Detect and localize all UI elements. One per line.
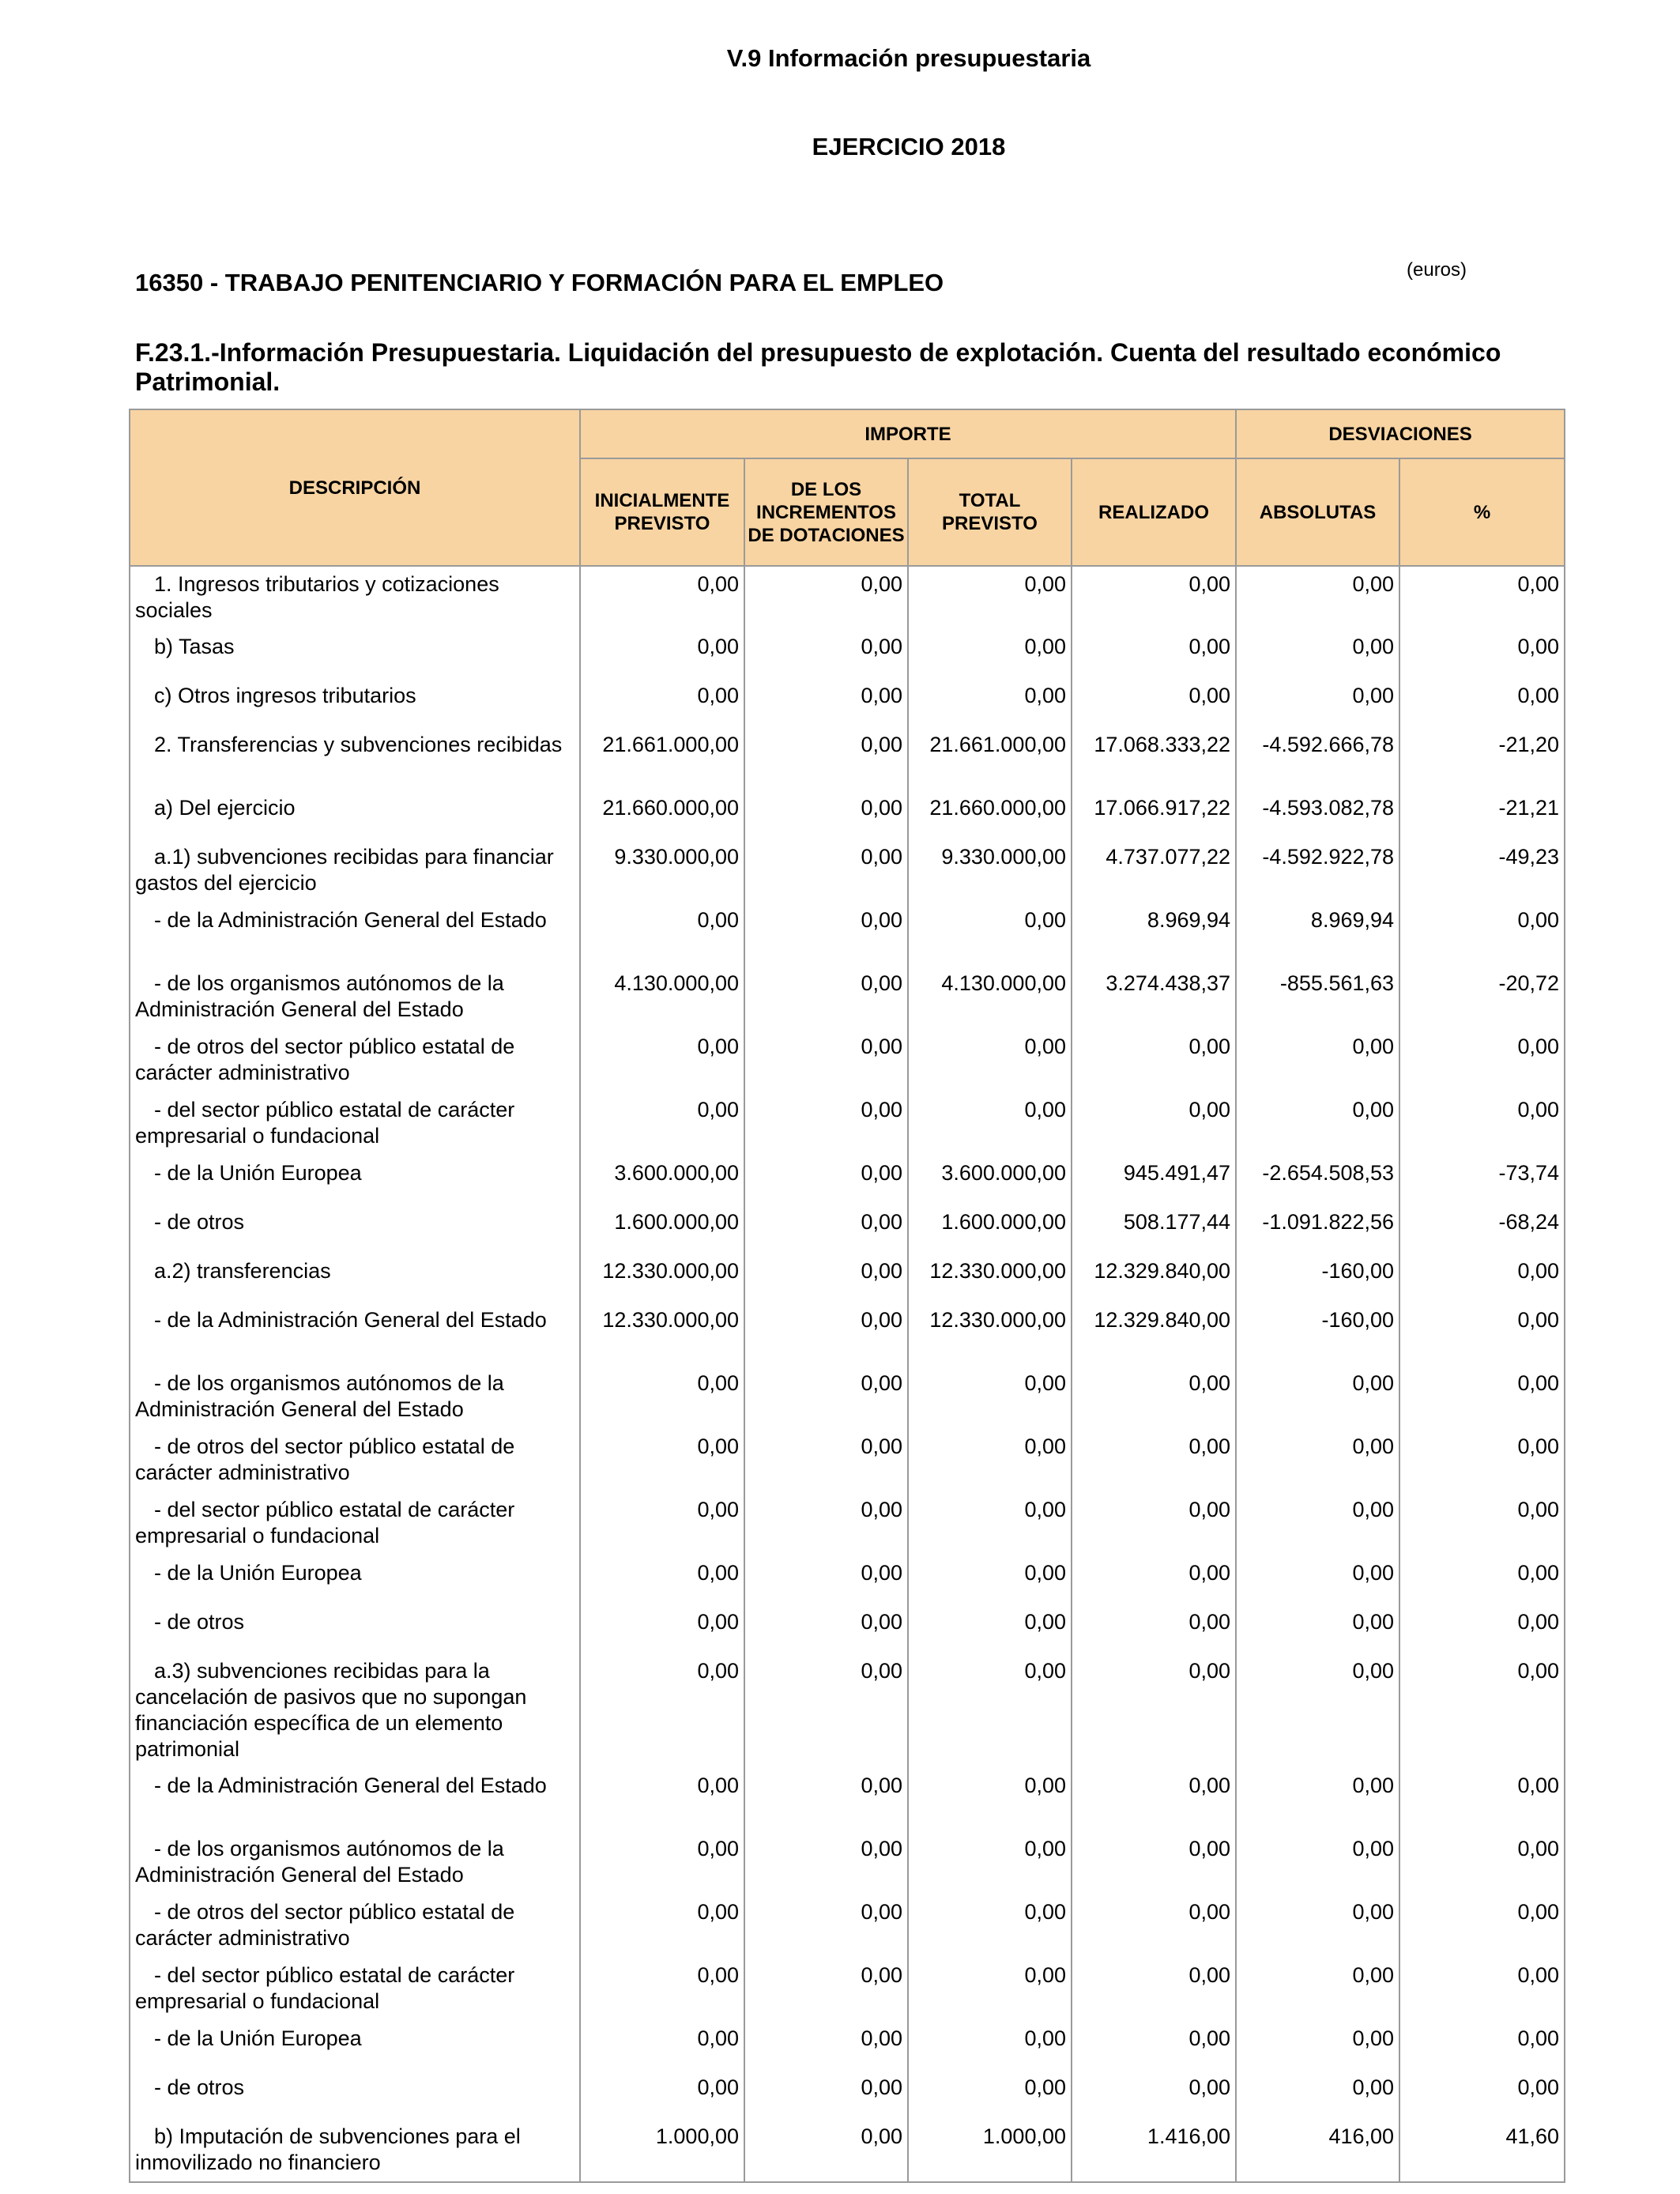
row-value: 0,00 [1399,1253,1565,1302]
row-value: 0,00 [1236,566,1399,629]
row-value: 0,00 [1072,1555,1236,1604]
row-description-text: a.3) subvenciones recibidas para la cancelación de pasivos que no supongan financiación específica de un elemento patrimonial [135,1659,527,1761]
row-description-text: - del sector público estatal de carácter empresarial o fundacional [135,1963,515,2013]
row-value: 0,00 [1236,1092,1399,1155]
row-description-text: - de otros [154,1210,245,1234]
row-value: 0,00 [744,1653,908,1768]
row-value: 0,00 [908,2021,1072,2070]
row-value: 0,00 [1072,1429,1236,1492]
units-label: (euros) [1407,259,1467,281]
table-row [130,1155,1565,1204]
row-value: 0,00 [744,2070,908,2119]
table-row [130,1604,1565,1653]
row-description-text: - del sector público estatal de carácter empresarial o fundacional [135,1098,515,1148]
row-description-text: - de la Administración General del Estado [154,1308,547,1332]
header-realizado: REALIZADO [1072,458,1236,566]
row-value: 0,00 [908,1555,1072,1604]
row-description [130,1894,580,1958]
row-value: 0,00 [580,1029,744,1092]
row-value: 0,00 [744,1429,908,1492]
table-row [130,1204,1565,1253]
row-value: 1.600.000,00 [908,1204,1072,1253]
row-value: 21.660.000,00 [908,790,1072,839]
row-value: 0,00 [580,1555,744,1604]
row-value: 0,00 [1399,1302,1565,1366]
row-value: 0,00 [580,566,744,629]
row-value: 0,00 [1072,566,1236,629]
row-value: 0,00 [580,1653,744,1768]
row-description-text: - de otros del sector público estatal de carácter administrativo [135,1434,515,1484]
row-value: 3.274.438,37 [1072,966,1236,1029]
row-value: 0,00 [1236,1429,1399,1492]
table-row [130,1429,1565,1492]
row-value: 3.600.000,00 [580,1155,744,1204]
row-description [130,629,580,678]
table-caption: F.23.1.-Información Presupuestaria. Liquidación del presupuesto de explotación. Cuenta del resultado económico Patrimonial. [135,338,1501,396]
row-value: 0,00 [1399,1092,1565,1155]
row-value: 9.330.000,00 [908,839,1072,903]
row-value: 0,00 [580,1768,744,1831]
row-value: 0,00 [1072,1958,1236,2021]
row-description-text: b) Imputación de subvenciones para el inmovilizado no financiero [135,2124,521,2174]
row-description-text: - de la Administración General del Estado [154,1774,547,1797]
row-description [130,1155,580,1204]
row-value: 0,00 [1399,1029,1565,1092]
row-value: 0,00 [744,790,908,839]
table-row [130,1653,1565,1768]
row-value: 0,00 [1399,1492,1565,1555]
row-description-text: - de la Unión Europea [154,2026,362,2050]
section-title: V.9 Información presupuestaria [726,44,1091,72]
row-value: 0,00 [744,1768,908,1831]
row-value: 0,00 [1236,1029,1399,1092]
table-row [130,2119,1565,2182]
row-description-text: - del sector público estatal de carácter empresarial o fundacional [135,1498,515,1547]
header-desviaciones: DESVIACIONES [1236,409,1565,458]
row-value: 9.330.000,00 [580,839,744,903]
row-value: 4.737.077,22 [1072,839,1236,903]
row-value: 0,00 [908,1894,1072,1958]
row-value: 12.330.000,00 [908,1253,1072,1302]
row-value: 0,00 [1236,1831,1399,1894]
row-value: 0,00 [1072,1604,1236,1653]
row-value: 21.661.000,00 [908,727,1072,790]
row-value: 0,00 [744,839,908,903]
row-value: 0,00 [744,2119,908,2182]
row-value: 0,00 [580,1429,744,1492]
row-value: 0,00 [580,1604,744,1653]
row-value: 0,00 [1236,1768,1399,1831]
row-value: 0,00 [744,1029,908,1092]
row-description [130,2119,580,2182]
row-value: -160,00 [1236,1253,1399,1302]
row-value: 0,00 [1236,1492,1399,1555]
table-row [130,1029,1565,1092]
row-value: 0,00 [908,1653,1072,1768]
header-porcentaje: % [1399,458,1565,566]
row-value: 416,00 [1236,2119,1399,2182]
row-description [130,1204,580,1253]
row-value: 0,00 [1399,1653,1565,1768]
row-value: 0,00 [1236,1555,1399,1604]
row-value: 1.600.000,00 [580,1204,744,1253]
row-value: 0,00 [1399,1366,1565,1429]
row-description [130,678,580,727]
row-value: 0,00 [744,727,908,790]
row-description [130,903,580,966]
row-value: 0,00 [1072,1768,1236,1831]
row-value: 1.416,00 [1072,2119,1236,2182]
row-value: 1.000,00 [908,2119,1072,2182]
row-value: 17.066.917,22 [1072,790,1236,839]
row-description-text: 2. Transferencias y subvenciones recibidas [154,733,563,756]
row-value: 0,00 [580,678,744,727]
row-value: 0,00 [1072,2070,1236,2119]
row-value: 0,00 [744,1894,908,1958]
row-value: 0,00 [1236,2021,1399,2070]
row-value: -73,74 [1399,1155,1565,1204]
row-value: 12.329.840,00 [1072,1302,1236,1366]
row-description-text: 1. Ingresos tributarios y cotizaciones sociales [135,572,499,622]
header-importe: IMPORTE [580,409,1236,458]
table-row [130,1894,1565,1958]
row-description [130,1604,580,1653]
row-value: 0,00 [744,2021,908,2070]
row-value: 0,00 [744,903,908,966]
table-row [130,566,1565,629]
row-value: 508.177,44 [1072,1204,1236,1253]
row-value: 0,00 [1072,1366,1236,1429]
row-value: 0,00 [580,1092,744,1155]
row-value: 12.330.000,00 [580,1253,744,1302]
row-value: -21,21 [1399,790,1565,839]
row-description-text: b) Tasas [154,635,235,658]
header-total-previsto: TOTAL PREVISTO [908,458,1072,566]
row-description-text: - de otros del sector público estatal de carácter administrativo [135,1900,515,1950]
row-value: 0,00 [908,1604,1072,1653]
row-description-text: - de otros [154,2075,245,2099]
row-value: 0,00 [744,629,908,678]
row-value: -4.592.666,78 [1236,727,1399,790]
table-row [130,2021,1565,2070]
row-value: 0,00 [744,1831,908,1894]
table-row [130,966,1565,1029]
row-value: 0,00 [1072,678,1236,727]
row-value: 0,00 [744,566,908,629]
table-row [130,629,1565,678]
row-description [130,839,580,903]
table-row [130,1492,1565,1555]
row-value: 0,00 [580,1894,744,1958]
row-value: 0,00 [744,1958,908,2021]
table-row [130,1302,1565,1366]
row-value: 8.969,94 [1236,903,1399,966]
row-value: 0,00 [744,1302,908,1366]
row-value: 0,00 [1236,1894,1399,1958]
row-value: 0,00 [744,966,908,1029]
row-value: -1.091.822,56 [1236,1204,1399,1253]
row-value: 0,00 [1399,629,1565,678]
row-value: 0,00 [908,1958,1072,2021]
row-value: 0,00 [580,1831,744,1894]
row-value: 0,00 [744,1555,908,1604]
row-description [130,1029,580,1092]
row-value: 0,00 [908,1768,1072,1831]
row-value: 3.600.000,00 [908,1155,1072,1204]
row-description-text: - de los organismos autónomos de la Administración General del Estado [135,1371,504,1421]
row-value: 0,00 [1236,1653,1399,1768]
row-value: -855.561,63 [1236,966,1399,1029]
row-value: 12.330.000,00 [908,1302,1072,1366]
row-description-text: - de otros del sector público estatal de carácter administrativo [135,1035,515,1084]
row-description [130,1555,580,1604]
table-row [130,839,1565,903]
row-value: 0,00 [1072,1092,1236,1155]
row-value: 0,00 [744,678,908,727]
row-value: 0,00 [908,566,1072,629]
row-value: 0,00 [1399,566,1565,629]
row-value: 0,00 [1236,629,1399,678]
row-value: 0,00 [1399,2070,1565,2119]
row-value: 41,60 [1399,2119,1565,2182]
row-description-text: - de la Unión Europea [154,1561,362,1585]
row-description [130,2070,580,2119]
row-value: 8.969,94 [1072,903,1236,966]
row-description-text: - de los organismos autónomos de la Administración General del Estado [135,1837,504,1887]
row-description-text: - de la Administración General del Estado [154,908,547,932]
row-value: 0,00 [908,1092,1072,1155]
row-value: 0,00 [744,1155,908,1204]
table-row [130,2070,1565,2119]
table-row [130,1253,1565,1302]
row-value: 0,00 [1399,1958,1565,2021]
table-row [130,1958,1565,2021]
row-value: 0,00 [908,1492,1072,1555]
row-description [130,1653,580,1768]
row-value: -68,24 [1399,1204,1565,1253]
row-value: 0,00 [580,629,744,678]
row-value: 0,00 [908,2070,1072,2119]
row-value: 0,00 [744,1092,908,1155]
row-value: 0,00 [1072,1894,1236,1958]
row-value: 0,00 [1236,2070,1399,2119]
row-description [130,790,580,839]
row-value: 0,00 [1072,1492,1236,1555]
row-description-text: - de otros [154,1610,245,1634]
row-value: -2.654.508,53 [1236,1155,1399,1204]
row-value: 0,00 [1399,1894,1565,1958]
row-value: 0,00 [744,1204,908,1253]
row-value: 0,00 [908,1029,1072,1092]
row-value: 12.329.840,00 [1072,1253,1236,1302]
table-row [130,678,1565,727]
row-value: -4.593.082,78 [1236,790,1399,839]
row-value: -20,72 [1399,966,1565,1029]
row-description-text: c) Otros ingresos tributarios [154,684,416,707]
header-absolutas: ABSOLUTAS [1236,458,1399,566]
row-description [130,1831,580,1894]
row-value: 945.491,47 [1072,1155,1236,1204]
row-description [130,1429,580,1492]
row-description [130,1958,580,2021]
table-row [130,727,1565,790]
row-value: -49,23 [1399,839,1565,903]
table-row [130,1768,1565,1831]
row-value: 0,00 [1236,1366,1399,1429]
table-row [130,790,1565,839]
table-row [130,1092,1565,1155]
header-inicialmente-previsto: INICIALMENTE PREVISTO [580,458,744,566]
row-description-text: - de la Unión Europea [154,1161,362,1185]
row-description [130,966,580,1029]
table-row [130,1555,1565,1604]
row-value: 0,00 [580,903,744,966]
row-value: 21.660.000,00 [580,790,744,839]
entity-title: 16350 - TRABAJO PENITENCIARIO Y FORMACIÓN PARA EL EMPLEO [135,269,944,296]
row-value: 12.330.000,00 [580,1302,744,1366]
header-descripcion: DESCRIPCIÓN [130,409,580,566]
row-value: 0,00 [1236,678,1399,727]
row-value: 0,00 [744,1604,908,1653]
row-value: 0,00 [1236,1958,1399,2021]
row-description-text: - de los organismos autónomos de la Administración General del Estado [135,971,504,1021]
row-value: 0,00 [1072,1831,1236,1894]
row-description [130,1302,580,1366]
row-value: 4.130.000,00 [580,966,744,1029]
row-value: 0,00 [580,2070,744,2119]
row-value: 0,00 [580,1958,744,2021]
budget-table [129,409,1565,2183]
row-value: 0,00 [744,1253,908,1302]
row-value: -160,00 [1236,1302,1399,1366]
table-row [130,1831,1565,1894]
row-value: 0,00 [744,1366,908,1429]
row-value: 0,00 [580,2021,744,2070]
table-row [130,903,1565,966]
row-value: 0,00 [908,1831,1072,1894]
row-value: 0,00 [1072,2021,1236,2070]
row-value: 21.661.000,00 [580,727,744,790]
row-value: -21,20 [1399,727,1565,790]
row-description [130,2021,580,2070]
row-value: 0,00 [1399,1555,1565,1604]
row-description [130,1253,580,1302]
table-row [130,1366,1565,1429]
row-value: 0,00 [1072,629,1236,678]
row-description [130,566,580,629]
row-value: 0,00 [1399,1429,1565,1492]
row-value: 0,00 [1236,1604,1399,1653]
row-value: 0,00 [1399,2021,1565,2070]
row-description-text: a) Del ejercicio [154,796,296,820]
row-value: 0,00 [1399,678,1565,727]
row-value: 0,00 [908,1429,1072,1492]
row-value: 0,00 [908,903,1072,966]
row-description [130,1492,580,1555]
row-description [130,1092,580,1155]
header-incrementos-dotaciones: DE LOS INCREMENTOS DE DOTACIONES [744,458,908,566]
row-value: 0,00 [580,1492,744,1555]
row-value: 0,00 [1072,1653,1236,1768]
row-value: 17.068.333,22 [1072,727,1236,790]
row-description-text: a.1) subvenciones recibidas para financiar gastos del ejercicio [135,845,554,895]
row-value: 0,00 [1399,1831,1565,1894]
row-value: 0,00 [1072,1029,1236,1092]
row-value: 0,00 [1399,1604,1565,1653]
row-value: 1.000,00 [580,2119,744,2182]
row-value: 0,00 [1399,1768,1565,1831]
row-description-text: a.2) transferencias [154,1259,331,1283]
row-value: 0,00 [580,1366,744,1429]
row-value: 0,00 [744,1492,908,1555]
row-value: 0,00 [1399,903,1565,966]
row-value: 0,00 [908,629,1072,678]
row-description [130,727,580,790]
row-description [130,1768,580,1831]
row-value: -4.592.922,78 [1236,839,1399,903]
exercise-title: EJERCICIO 2018 [812,133,1006,160]
row-description [130,1366,580,1429]
row-value: 4.130.000,00 [908,966,1072,1029]
row-value: 0,00 [908,678,1072,727]
row-value: 0,00 [908,1366,1072,1429]
